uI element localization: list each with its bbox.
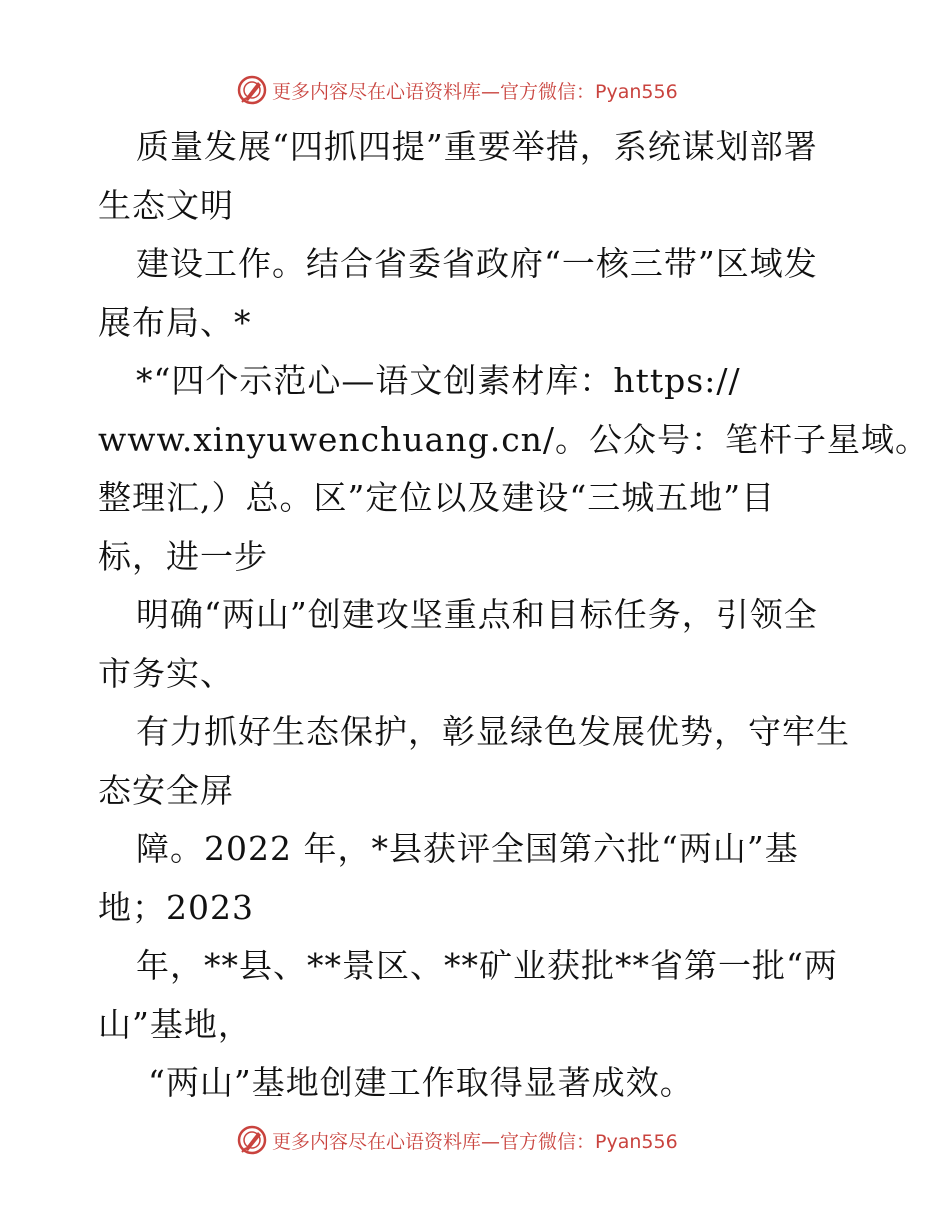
watermark-text: 更多内容尽在心语资料库—官方微信：Pyan556 — [272, 1130, 678, 1153]
text-line: 山”基地， — [98, 1004, 252, 1044]
watermark-text: 更多内容尽在心语资料库—官方微信：Pyan556 — [272, 80, 678, 103]
text-line: 年，**县、**景区、**矿业获批**省第一批“两 — [136, 946, 838, 985]
text-line: 障。2022 年，*县获评全国第六批“两山”基 — [136, 829, 799, 868]
text-line: 市务实、 — [98, 653, 234, 693]
header-watermark — [236, 74, 756, 106]
footer-watermark — [236, 1124, 756, 1156]
text-line: 地；2023 — [98, 887, 254, 927]
text-line: 整理汇,）总。区”定位以及建设“三城五地”目 — [98, 478, 776, 517]
text-line: 标，进一步 — [98, 536, 268, 576]
text-line: 生态文明 — [98, 185, 234, 225]
text-line: www.xinyuwenchuang.cn/。公众号：笔杆子星域。 — [98, 419, 930, 459]
text-line: 有力抓好生态保护，彰显绿色发展优势，守牢生 — [136, 712, 850, 751]
quill-pen-logo-icon — [236, 1124, 268, 1156]
text-line: 质量发展“四抓四提”重要举措，系统谋划部署 — [136, 127, 818, 166]
text-line: “两山”基地创建工作取得显著成效。 — [148, 1063, 694, 1102]
quill-pen-logo-icon — [236, 74, 268, 106]
text-line: 展布局、* — [98, 302, 252, 342]
text-line: 态安全屏 — [98, 770, 234, 810]
text-line: 明确“两山”创建攻坚重点和目标任务，引领全 — [136, 595, 818, 634]
text-line: *“四个示范心—语文创素材库：https:// — [136, 361, 741, 400]
document-body — [98, 118, 930, 1113]
text-line: 建设工作。结合省委省政府“一核三带”区域发 — [136, 244, 818, 283]
